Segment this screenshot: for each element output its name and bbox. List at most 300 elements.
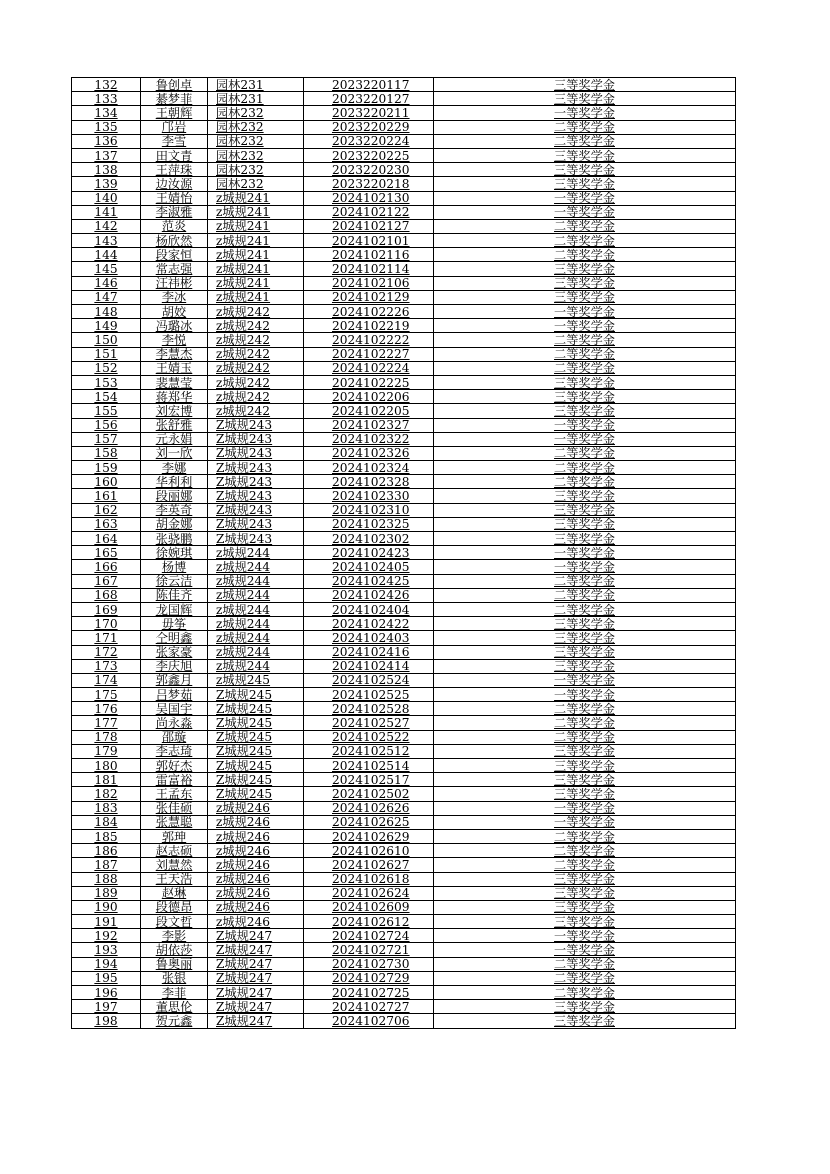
row-number-cell [72,659,141,673]
row-number: 165 [94,545,118,560]
award-level: 一等奖学金 [554,815,615,830]
award-level: 二等奖学金 [554,219,615,234]
class-name: Z城规243 [216,531,273,546]
class-name: Z城规247 [216,985,273,1000]
student-id-cell [304,844,434,858]
student-id: 2024102706 [332,1013,410,1028]
award-level-cell [434,844,736,858]
table-row [72,148,736,162]
class-name: z城规246 [216,829,271,844]
table-row [72,957,736,971]
student-name: 王萍珠 [155,162,193,177]
student-name-cell [141,418,208,432]
student-id-cell [304,957,434,971]
award-level-cell [434,148,736,162]
student-id-cell [304,702,434,716]
row-number: 170 [94,616,118,631]
award-level: 三等奖学金 [554,290,615,305]
class-name-cell [208,560,304,574]
class-name: z城规244 [216,588,271,603]
class-name: z城规241 [216,233,271,248]
student-name-cell [141,148,208,162]
award-level-cell [434,829,736,843]
student-name-cell [141,1014,208,1028]
student-name-cell [141,943,208,957]
student-id-cell [304,602,434,616]
award-level-cell [434,971,736,985]
student-name: 张佳硕 [155,801,193,816]
student-id: 2024102727 [332,999,410,1014]
row-number-cell [72,1000,141,1014]
student-name-cell [141,546,208,560]
class-name-cell [208,1000,304,1014]
row-number: 159 [94,460,118,475]
student-name-cell [141,120,208,134]
scholarship-table-container [71,77,736,1029]
student-id-cell [304,262,434,276]
student-id: 2024102609 [332,900,410,915]
row-number: 144 [94,247,118,262]
table-row [72,858,736,872]
award-level: 一等奖学金 [554,559,615,574]
table-row [72,1014,736,1028]
student-name-cell [141,1000,208,1014]
row-number: 166 [94,559,118,574]
table-row [72,219,736,233]
student-name: 李慧杰 [155,347,193,362]
student-name: 雷富裕 [155,772,193,787]
student-id-cell [304,617,434,631]
class-name-cell [208,631,304,645]
student-id: 2023220127 [332,91,410,106]
row-number: 148 [94,304,118,319]
row-number-cell [72,248,141,262]
student-name-cell [141,900,208,914]
class-name: z城规244 [216,645,271,660]
student-id-cell [304,986,434,1000]
student-name-cell [141,219,208,233]
row-number: 185 [94,829,118,844]
award-level-cell [434,759,736,773]
award-level: 二等奖学金 [554,134,615,149]
student-name-cell [141,432,208,446]
table-row [72,163,736,177]
student-name: 李冰 [161,290,187,305]
class-name: Z城规243 [216,460,273,475]
student-id: 2024102522 [332,730,410,745]
row-number: 142 [94,219,118,234]
table-row [72,418,736,432]
award-level: 二等奖学金 [554,829,615,844]
student-name: 李淑雅 [155,205,193,220]
class-name-cell [208,390,304,404]
student-id: 2024102502 [332,786,410,801]
scholarship-table [71,77,736,1029]
row-number: 140 [94,191,118,206]
table-row [72,631,736,645]
class-name: z城规245 [216,673,271,688]
student-name-cell [141,588,208,602]
student-name-cell [141,177,208,191]
student-id: 2024102114 [332,262,410,277]
student-id-cell [304,120,434,134]
award-level: 二等奖学金 [554,857,615,872]
student-id-cell [304,517,434,531]
student-name-cell [141,361,208,375]
student-id: 2024102729 [332,971,410,986]
student-id-cell [304,546,434,560]
award-level: 三等奖学金 [554,262,615,277]
row-number: 184 [94,815,118,830]
award-level: 二等奖学金 [554,843,615,858]
table-row [72,986,736,1000]
student-name-cell [141,333,208,347]
class-name-cell [208,375,304,389]
student-name-cell [141,886,208,900]
row-number-cell [72,205,141,219]
table-row [72,361,736,375]
row-number: 169 [94,602,118,617]
award-level: 一等奖学金 [554,687,615,702]
table-row [72,659,736,673]
student-id: 2024102610 [332,843,410,858]
award-level: 二等奖学金 [554,574,615,589]
table-row [72,248,736,262]
student-id: 2024102627 [332,857,410,872]
student-id-cell [304,1014,434,1028]
row-number-cell [72,986,141,1000]
student-name: 杨博 [161,559,187,574]
award-level: 三等奖学金 [554,772,615,787]
table-row [72,347,736,361]
student-name-cell [141,163,208,177]
row-number-cell [72,347,141,361]
row-number-cell [72,560,141,574]
class-name-cell [208,801,304,815]
student-name-cell [141,134,208,148]
row-number: 155 [94,403,118,418]
class-name-cell [208,489,304,503]
class-name-cell [208,829,304,843]
award-level-cell [434,248,736,262]
award-level-cell [434,489,736,503]
award-level-cell [434,333,736,347]
class-name: Z城规245 [216,758,273,773]
row-number-cell [72,688,141,702]
class-name-cell [208,319,304,333]
class-name-cell [208,858,304,872]
class-name-cell [208,688,304,702]
class-name: Z城规247 [216,1013,273,1028]
row-number-cell [72,333,141,347]
row-number-cell [72,361,141,375]
student-name-cell [141,872,208,886]
award-level-cell [434,1014,736,1028]
class-name: 园林232 [216,176,264,191]
student-id: 2024102524 [332,673,410,688]
class-name: z城规242 [216,403,271,418]
award-level-cell [434,532,736,546]
class-name-cell [208,475,304,489]
class-name-cell [208,900,304,914]
student-id-cell [304,390,434,404]
class-name: Z城规247 [216,957,273,972]
student-name-cell [141,461,208,475]
row-number: 177 [94,716,118,731]
row-number-cell [72,645,141,659]
student-name: 李娜 [161,460,187,475]
class-name-cell [208,517,304,531]
student-id-cell [304,489,434,503]
class-name: z城规244 [216,574,271,589]
class-name-cell [208,361,304,375]
student-id: 2023220117 [332,77,410,92]
award-level: 三等奖学金 [554,616,615,631]
student-name: 吴国宇 [155,701,193,716]
student-id: 2024102426 [332,588,410,603]
row-number: 182 [94,786,118,801]
award-level: 三等奖学金 [554,872,615,887]
student-id-cell [304,234,434,248]
student-id: 2024102129 [332,290,410,305]
student-name: 徐云洁 [155,574,193,589]
row-number: 189 [94,886,118,901]
row-number: 190 [94,900,118,915]
award-level-cell [434,915,736,929]
award-level: 一等奖学金 [554,205,615,220]
student-id: 2024102327 [332,418,410,433]
student-name-cell [141,744,208,758]
class-name-cell [208,872,304,886]
award-level-cell [434,574,736,588]
student-id: 2024102730 [332,957,410,972]
class-name: 园林232 [216,134,264,149]
class-name: z城规241 [216,191,271,206]
student-id: 2024102404 [332,602,410,617]
row-number: 162 [94,503,118,518]
row-number-cell [72,92,141,106]
class-name: z城规241 [216,276,271,291]
award-level-cell [434,177,736,191]
student-name: 李志琦 [155,744,193,759]
student-name: 刘宏博 [155,403,193,418]
table-row [72,617,736,631]
award-level-cell [434,92,736,106]
student-name-cell [141,290,208,304]
student-name: 陈佳齐 [155,588,193,603]
student-name: 王婧玉 [155,361,193,376]
student-id-cell [304,631,434,645]
class-name: z城规242 [216,375,271,390]
student-id-cell [304,418,434,432]
student-id: 2024102423 [332,545,410,560]
student-name: 李雪 [161,134,187,149]
student-name: 胡依莎 [155,943,193,958]
award-level: 三等奖学金 [554,645,615,660]
table-row [72,773,736,787]
student-name-cell [141,844,208,858]
class-name-cell [208,844,304,858]
student-id-cell [304,177,434,191]
student-id: 2024102625 [332,815,410,830]
class-name: z城规246 [216,801,271,816]
award-level: 一等奖学金 [554,418,615,433]
row-number: 160 [94,474,118,489]
award-level-cell [434,688,736,702]
student-id: 2024102302 [332,531,410,546]
award-level-cell [434,361,736,375]
table-row [72,1000,736,1014]
student-id: 2024102322 [332,432,410,447]
row-number: 153 [94,375,118,390]
table-row [72,929,736,943]
award-level: 三等奖学金 [554,162,615,177]
student-id-cell [304,475,434,489]
class-name: Z城规245 [216,772,273,787]
award-level-cell [434,858,736,872]
student-id: 2024102326 [332,446,410,461]
student-name: 张慧聪 [155,815,193,830]
class-name: z城规246 [216,857,271,872]
class-name-cell [208,759,304,773]
student-id-cell [304,375,434,389]
row-number-cell [72,1014,141,1028]
table-row [72,588,736,602]
table-row [72,759,736,773]
student-id-cell [304,886,434,900]
table-row [72,120,736,134]
award-level: 二等奖学金 [554,588,615,603]
row-number-cell [72,759,141,773]
row-number-cell [72,305,141,319]
student-id: 2024102122 [332,205,410,220]
row-number: 196 [94,985,118,1000]
table-row [72,971,736,985]
row-number: 175 [94,687,118,702]
student-name-cell [141,787,208,801]
student-id-cell [304,787,434,801]
row-number-cell [72,134,141,148]
row-number: 156 [94,418,118,433]
class-name: Z城规245 [216,730,273,745]
award-level: 三等奖学金 [554,744,615,759]
class-name-cell [208,503,304,517]
student-name-cell [141,262,208,276]
class-name-cell [208,773,304,787]
student-name-cell [141,305,208,319]
table-row [72,915,736,929]
student-id: 2024102624 [332,886,410,901]
student-name: 华利利 [155,474,193,489]
student-name: 王天浩 [155,872,193,887]
award-level: 一等奖学金 [554,105,615,120]
student-name-cell [141,730,208,744]
class-name: Z城规247 [216,943,273,958]
row-number: 180 [94,758,118,773]
student-name-cell [141,234,208,248]
class-name-cell [208,432,304,446]
table-row [72,673,736,687]
row-number: 143 [94,233,118,248]
student-id-cell [304,191,434,205]
table-row [72,446,736,460]
class-name-cell [208,262,304,276]
table-row [72,134,736,148]
student-id-cell [304,503,434,517]
award-level: 三等奖学金 [554,659,615,674]
award-level-cell [434,262,736,276]
row-number: 150 [94,332,118,347]
class-name: Z城规243 [216,474,273,489]
student-name-cell [141,205,208,219]
class-name-cell [208,886,304,900]
student-id-cell [304,688,434,702]
row-number-cell [72,517,141,531]
class-name-cell [208,957,304,971]
class-name-cell [208,588,304,602]
class-name: z城规244 [216,559,271,574]
row-number-cell [72,532,141,546]
award-level: 三等奖学金 [554,375,615,390]
class-name-cell [208,191,304,205]
class-name: Z城规245 [216,786,273,801]
student-id: 2024102612 [332,914,410,929]
student-name: 李悦 [161,332,187,347]
award-level-cell [434,390,736,404]
student-id-cell [304,560,434,574]
student-name-cell [141,659,208,673]
row-number: 157 [94,432,118,447]
student-name: 毋筝 [161,616,187,631]
student-id-cell [304,574,434,588]
award-level: 三等奖学金 [554,148,615,163]
student-id: 2024102425 [332,574,410,589]
class-name-cell [208,418,304,432]
student-name: 邝岩 [161,120,187,135]
class-name-cell [208,971,304,985]
row-number: 145 [94,262,118,277]
class-name-cell [208,532,304,546]
row-number: 195 [94,971,118,986]
row-number: 178 [94,730,118,745]
student-id-cell [304,134,434,148]
class-name-cell [208,163,304,177]
award-level-cell [434,659,736,673]
award-level: 二等奖学金 [554,985,615,1000]
student-name-cell [141,347,208,361]
class-name-cell [208,943,304,957]
student-name: 边汝源 [155,176,193,191]
table-row [72,801,736,815]
award-level: 一等奖学金 [554,928,615,943]
student-name: 吕梦茹 [155,687,193,702]
award-level: 二等奖学金 [554,361,615,376]
row-number-cell [72,744,141,758]
student-name-cell [141,517,208,531]
student-name-cell [141,319,208,333]
student-name: 张银 [161,971,187,986]
student-name: 李庆旭 [155,659,193,674]
award-level: 二等奖学金 [554,120,615,135]
row-number-cell [72,829,141,843]
row-number: 192 [94,928,118,943]
row-number-cell [72,957,141,971]
class-name: z城规241 [216,205,271,220]
table-row [72,645,736,659]
row-number-cell [72,971,141,985]
row-number-cell [72,673,141,687]
row-number: 149 [94,318,118,333]
